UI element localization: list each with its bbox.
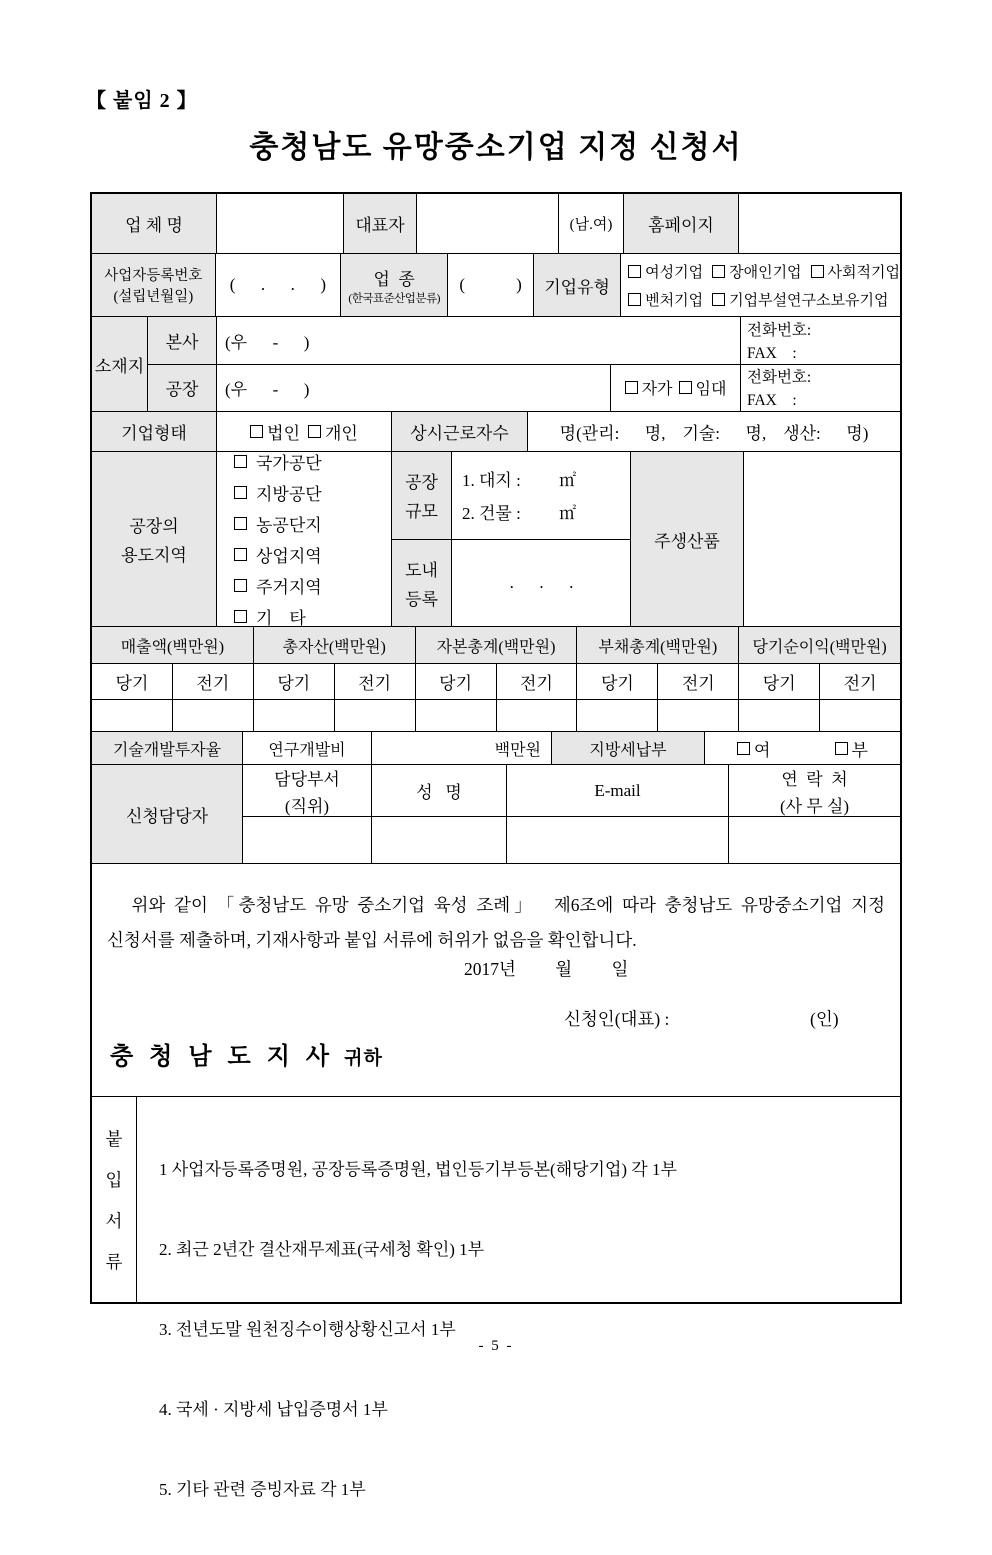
- hq-row: [148, 317, 900, 365]
- checkbox-disabled-enterprise[interactable]: [712, 261, 801, 282]
- liabilities-previous-label: 전기: [658, 664, 739, 699]
- rnd-cost-unit-field[interactable]: 백만원: [372, 732, 552, 764]
- checkbox-icon[interactable]: [234, 486, 247, 499]
- factory-fax-label[interactable]: FAX :: [747, 392, 797, 410]
- checkbox-icon[interactable]: [234, 455, 247, 468]
- location-rows: [92, 317, 900, 412]
- checkbox-label: 기 타: [256, 609, 306, 628]
- checkbox-other-zone[interactable]: [234, 604, 306, 629]
- contact-rows: [92, 765, 900, 864]
- liabilities-current-field[interactable]: [577, 700, 658, 731]
- registration-row: [92, 254, 900, 317]
- checkbox-icon[interactable]: [250, 425, 263, 438]
- office-contact-field[interactable]: [729, 817, 900, 863]
- checkbox-label: 사회적기업: [827, 264, 900, 281]
- company-name-field[interactable]: [217, 194, 344, 253]
- checkbox-label: 주거지역: [256, 578, 322, 597]
- checkbox-label: 부: [851, 740, 868, 760]
- department-label-line2: (직위): [284, 796, 330, 816]
- factory-row: [148, 365, 900, 412]
- revenue-header: 매출액(백만원): [92, 627, 254, 663]
- net-income-current-label: 당기: [739, 664, 820, 699]
- checkbox-commercial-zone[interactable]: [234, 542, 322, 567]
- checkbox-label: 법인: [267, 424, 300, 443]
- attachments-row: [92, 1097, 900, 1499]
- company-row: [92, 194, 900, 254]
- assets-previous-field[interactable]: [335, 700, 416, 731]
- seal-mark: (인): [810, 1009, 839, 1029]
- checkbox-label: 여성기업: [645, 264, 704, 281]
- company-type-line-1: [628, 261, 900, 282]
- checkbox-icon[interactable]: [712, 293, 725, 306]
- checkbox-research-institute[interactable]: [712, 289, 888, 310]
- application-form-table: [90, 192, 902, 1499]
- declaration-date[interactable]: 2017년 월 일: [464, 959, 629, 979]
- hq-fax-label[interactable]: FAX :: [747, 344, 797, 362]
- recipient-title: [110, 1036, 383, 1071]
- assets-current-field[interactable]: [254, 700, 335, 731]
- province-registration-row: [392, 540, 631, 627]
- equity-previous-field[interactable]: [497, 700, 578, 731]
- checkbox-tax-no[interactable]: [835, 736, 868, 761]
- contact-value-row: [243, 817, 900, 863]
- assets-current-label: 당기: [254, 664, 335, 699]
- attachment-item: 2. 최근 2년간 결산재무제표(국세청 확인) 1부: [159, 1240, 485, 1259]
- representative-label: 대표자: [344, 194, 417, 253]
- checkbox-label: 국가공단: [256, 454, 322, 473]
- attachment-item: 1 사업자등록증명원, 공장등록증명원, 법인등기부등본(해당기업) 각 1부: [159, 1160, 677, 1179]
- checkbox-leased[interactable]: [679, 376, 727, 399]
- local-tax-options: [705, 732, 900, 764]
- factory-scale-label-line2: 규모: [405, 502, 438, 522]
- checkbox-label: 기업부설연구소보유기업: [729, 292, 889, 309]
- factory-zone-row: [92, 452, 900, 627]
- employee-count-field[interactable]: 명(관리: 명, 기술: 명, 생산: 명): [559, 424, 869, 443]
- local-tax-label: 지방세납부: [552, 732, 705, 764]
- factory-scale-fields: [452, 452, 631, 539]
- liabilities-previous-field[interactable]: [658, 700, 739, 731]
- attachment-label-char: 류: [105, 1251, 123, 1272]
- homepage-field[interactable]: [739, 194, 900, 253]
- checkbox-label: 상업지역: [256, 547, 322, 566]
- factory-zone-label-cell: [92, 452, 217, 626]
- contact-subtable: [243, 765, 900, 863]
- checkbox-individual[interactable]: [308, 419, 358, 444]
- gender-note: (남.여): [559, 194, 624, 253]
- location-subtable: [148, 317, 900, 411]
- attachment-docs-label: [92, 1097, 137, 1302]
- factory-address-field[interactable]: (우 - ): [217, 365, 611, 412]
- equity-header: 자본총계(백만원): [416, 627, 578, 663]
- location-label: 소재지: [92, 317, 148, 411]
- recipient-name: 충 청 남 도 지 사: [110, 1044, 335, 1070]
- hq-phone-cell: [741, 317, 900, 364]
- industry-label: 업 종: [373, 269, 415, 289]
- province-registration-label-line2: 등록: [405, 589, 438, 609]
- liabilities-header: 부채총계(백만원): [577, 627, 739, 663]
- company-type-line-2: [628, 289, 888, 310]
- net-income-current-field[interactable]: [739, 700, 820, 731]
- checkbox-label: 자가: [641, 381, 673, 399]
- name-field[interactable]: [372, 817, 507, 863]
- checkbox-icon[interactable]: [679, 381, 692, 394]
- email-label: E-mail: [507, 765, 729, 816]
- company-type-label: 기업유형: [534, 254, 621, 316]
- rnd-cost-label: 연구개발비: [243, 732, 372, 764]
- checkbox-icon[interactable]: [234, 610, 247, 623]
- factory-scale-subtable: [392, 452, 631, 626]
- checkbox-icon[interactable]: [835, 742, 848, 755]
- checkbox-icon[interactable]: [712, 265, 725, 278]
- equity-current-field[interactable]: [416, 700, 497, 731]
- checkbox-icon[interactable]: [628, 293, 641, 306]
- factory-zone-label-line2: 용도지역: [121, 546, 187, 565]
- factory-scale-label-line1: 공장: [405, 473, 438, 493]
- industry-sub-label: (한국표준산업분류): [348, 292, 440, 305]
- company-type-options: [621, 254, 900, 316]
- financial-value-row: [92, 700, 900, 732]
- name-label: 성 명: [372, 765, 507, 816]
- equity-current-label: 당기: [416, 664, 497, 699]
- equity-previous-label: 전기: [497, 664, 578, 699]
- business-reg-field[interactable]: ( . . ): [216, 254, 342, 316]
- checkbox-agro-complex[interactable]: [234, 511, 322, 536]
- business-reg-label: 사업자등록번호: [104, 268, 203, 284]
- office-contact-label-cell: [729, 765, 900, 816]
- declaration-cell: [92, 864, 900, 1096]
- attachment-item: 3. 전년도말 원천징수이행상황신고서 1부: [159, 1320, 456, 1339]
- checkbox-venture-enterprise[interactable]: [628, 289, 703, 310]
- checkbox-icon[interactable]: [811, 265, 824, 278]
- net-income-previous-field[interactable]: [820, 700, 900, 731]
- hq-address-field[interactable]: (우 - ): [217, 317, 741, 364]
- department-field[interactable]: [243, 817, 372, 863]
- rnd-row: [92, 732, 900, 765]
- checkbox-label: 벤처기업: [645, 292, 704, 309]
- revenue-current-label: 당기: [92, 664, 173, 699]
- form-title: 충청남도 유망중소기업 지정 신청서: [249, 131, 743, 164]
- factory-zone-options: [217, 452, 392, 626]
- contact-header-row: [243, 765, 900, 817]
- business-reg-label-cell: [92, 254, 216, 316]
- checkbox-label: 지방공단: [256, 485, 322, 504]
- net-income-previous-label: 전기: [843, 674, 877, 693]
- business-reg-sub-label: (설립년월일): [113, 289, 194, 305]
- financial-header-row: [92, 627, 900, 664]
- checkbox-icon[interactable]: [234, 517, 247, 530]
- factory-phone-cell: [741, 365, 900, 412]
- financial-term-row: [92, 664, 900, 700]
- factory-label: 공장: [148, 365, 217, 412]
- revenue-previous-field[interactable]: [173, 700, 254, 731]
- attachment-label-char: 서: [105, 1210, 123, 1231]
- province-registration-label-line1: 도내: [405, 560, 438, 580]
- declaration-text: 위와 같이 「충청남도 유망 중소기업 육성 조례」 제6조에 따라 충청남도 유망중소기업 지정 신청서를 제출하며, 기재사항과 붙입 서류에 허위가 없음을 확인합니다.: [107, 895, 890, 950]
- applicant-contact-label: 신청담당자: [92, 765, 243, 863]
- declaration-row: [92, 864, 900, 1097]
- checkbox-local-complex[interactable]: [234, 480, 322, 505]
- main-product-field[interactable]: [744, 452, 900, 626]
- industry-field[interactable]: ( ): [448, 254, 534, 316]
- page-number: - 5 -: [478, 1338, 514, 1354]
- hq-phone-label[interactable]: 전화번호:: [747, 321, 812, 339]
- rnd-investment-ratio-label: 기술개발투자율: [92, 732, 243, 764]
- homepage-label: 홈페이지: [624, 194, 739, 253]
- attachment-label-char: 붙: [105, 1128, 123, 1149]
- company-form-options: [217, 412, 392, 451]
- checkbox-icon[interactable]: [737, 742, 750, 755]
- checkbox-icon[interactable]: [308, 425, 321, 438]
- checkbox-label: 임대: [695, 381, 727, 399]
- attachment-list: [137, 1097, 900, 1499]
- checkbox-label: 장애인기업: [729, 264, 802, 281]
- revenue-previous-label: 전기: [173, 664, 254, 699]
- hq-label: 본사: [148, 317, 217, 364]
- province-registration-field[interactable]: . . .: [509, 572, 574, 592]
- land-area-field[interactable]: 1. 대지 : ㎡: [462, 471, 577, 491]
- assets-header: 총자산(백만원): [254, 627, 416, 663]
- company-form-label: 기업형태: [92, 412, 217, 451]
- factory-phone-label[interactable]: 전화번호:: [747, 369, 812, 387]
- liabilities-current-label: 당기: [577, 664, 658, 699]
- office-contact-label-line1: 연 락 처: [781, 769, 848, 789]
- factory-scale-row: [392, 452, 631, 540]
- checkbox-icon[interactable]: [234, 579, 247, 592]
- checkbox-icon[interactable]: [628, 265, 641, 278]
- checkbox-social-enterprise[interactable]: [811, 261, 900, 282]
- checkbox-self-owned[interactable]: [625, 376, 673, 399]
- attachment-number-label: 【 붙임 2 】: [86, 90, 198, 112]
- province-registration-label-cell: [392, 540, 452, 627]
- revenue-current-field[interactable]: [92, 700, 173, 731]
- attachment-label-char: 입: [105, 1169, 123, 1190]
- company-name-label: 업 체 명: [92, 194, 217, 253]
- checkbox-corporation[interactable]: [250, 419, 300, 444]
- building-area-field[interactable]: 2. 건물 : ㎡: [462, 504, 577, 524]
- checkbox-women-enterprise[interactable]: [628, 261, 703, 282]
- checkbox-label: 개인: [325, 424, 358, 443]
- company-form-row: [92, 412, 900, 452]
- attachment-item: 5. 기타 관련 증빙자료 각 1부: [159, 1480, 366, 1499]
- attachment-item: 4. 국세 · 지방세 납입증명서 1부: [159, 1400, 388, 1419]
- checkbox-national-complex[interactable]: [234, 449, 322, 474]
- main-product-label: 주생산품: [630, 452, 744, 626]
- checkbox-label: 농공단지: [256, 516, 322, 535]
- checkbox-tax-yes[interactable]: [737, 736, 770, 761]
- applicant-signature-label[interactable]: 신청인(대표) :: [564, 1009, 670, 1029]
- checkbox-icon[interactable]: [234, 548, 247, 561]
- net-income-header: 당기순이익(백만원): [752, 638, 887, 656]
- factory-ownership-cell: [611, 365, 741, 412]
- representative-field[interactable]: [417, 194, 559, 253]
- department-label-line1: 담당부서: [274, 769, 340, 789]
- assets-previous-label: 전기: [335, 664, 416, 699]
- email-field[interactable]: [507, 817, 729, 863]
- recipient-suffix: 귀하: [344, 1048, 383, 1069]
- checkbox-label: 여: [754, 740, 771, 760]
- factory-scale-label-cell: [392, 452, 452, 539]
- checkbox-residential-zone[interactable]: [234, 573, 322, 598]
- checkbox-icon[interactable]: [625, 381, 638, 394]
- industry-label-cell: [341, 254, 448, 316]
- employee-count-label: 상시근로자수: [392, 412, 528, 451]
- office-contact-label-line2: (사 무 실): [779, 796, 850, 816]
- factory-zone-label-line1: 공장의: [129, 517, 179, 536]
- department-label-cell: [243, 765, 372, 816]
